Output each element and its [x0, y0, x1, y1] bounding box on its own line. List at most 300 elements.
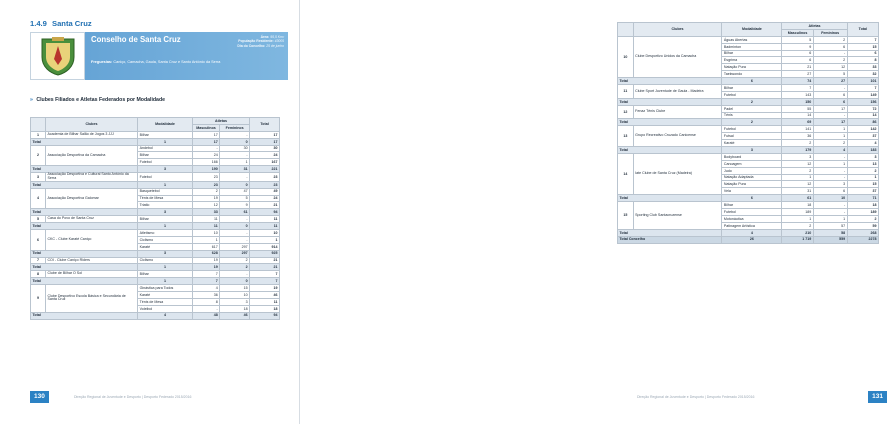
club-total-modalidades: 1 — [138, 264, 193, 271]
total-cell: 11 — [250, 216, 280, 223]
club-total-label: Total — [618, 78, 722, 85]
modalidade-cell: Ciclismo — [138, 257, 193, 264]
club-total-label: Total — [31, 209, 138, 216]
club-name: COI - Clube Caniço Riders — [45, 257, 137, 264]
col-clubes: Clubes — [633, 23, 722, 37]
table-row — [618, 85, 879, 92]
club-total-label: Total — [31, 278, 138, 285]
masculinos-cell: 7 — [782, 85, 813, 92]
femininos-cell: - — [220, 271, 250, 278]
table-row — [31, 173, 280, 182]
club-name: Fenaz Ténis Clube — [633, 105, 722, 119]
col-clubes: Clubes — [45, 118, 137, 132]
club-total-label: Total — [618, 147, 722, 154]
col-atletas: Atletas — [192, 118, 249, 125]
club-total-row — [618, 98, 879, 105]
club-total-total: 156 — [847, 98, 878, 105]
masculinos-cell: 1 — [192, 236, 219, 243]
modalidade-cell: Karaté — [138, 243, 193, 250]
coat-of-arms-icon — [30, 32, 85, 80]
club-number: 9 — [31, 285, 46, 313]
col-masculinos: Masculinos — [192, 124, 219, 131]
club-total-label: Total — [31, 223, 138, 230]
club-total-row — [618, 147, 879, 154]
modalidade-cell: Motonáutica — [722, 215, 782, 222]
masculinos-cell: 23 — [192, 173, 219, 182]
modalidade-cell: Bilhar — [138, 216, 193, 223]
modalidade-cell: Patinagem Artística — [722, 222, 782, 229]
club-total-masculinos: 150 — [782, 98, 813, 105]
table-row — [618, 105, 879, 112]
club-total-femininos: 27 — [813, 78, 847, 85]
club-total-modalidades: 4 — [722, 229, 782, 236]
section-name: Santa Cruz — [52, 19, 92, 28]
club-total-total: 17 — [250, 138, 280, 145]
masculinos-cell: 27 — [782, 71, 813, 78]
clubs-table-right — [617, 22, 879, 244]
femininos-cell: 2 — [220, 257, 250, 264]
club-total-masculinos: 11 — [192, 223, 219, 230]
total-cell: 72 — [847, 105, 878, 112]
club-total-label: Total — [31, 138, 138, 145]
total-cell: 18 — [250, 305, 280, 312]
club-total-femininos: 17 — [813, 119, 847, 126]
modalidade-cell: Triatlo — [138, 202, 193, 209]
grand-total-masculinos: 1 719 — [782, 236, 813, 243]
masculinos-cell: - — [192, 305, 219, 312]
femininos-cell: 57 — [813, 222, 847, 229]
femininos-cell: - — [220, 152, 250, 159]
masculinos-cell: 31 — [782, 188, 813, 195]
club-total-modalidades: 1 — [138, 181, 193, 188]
club-total-modalidades: 1 — [138, 138, 193, 145]
total-cell: 24 — [250, 152, 280, 159]
femininos-cell: 3 — [813, 181, 847, 188]
femininos-cell: 12 — [813, 64, 847, 71]
club-name: Grupo Recreativo Cruzado Canicense — [633, 126, 722, 147]
club-total-masculinos: 628 — [192, 250, 219, 257]
modalidade-cell: Bilhar — [138, 131, 193, 138]
club-total-modalidades: 3 — [722, 147, 782, 154]
club-total-modalidades: 1 — [138, 223, 193, 230]
club-name: Sporting Club Santacruzense — [633, 202, 722, 230]
club-name: Clube Sport Juventude de Gaula - Madeira — [633, 85, 722, 99]
club-total-total: 7 — [250, 278, 280, 285]
masculinos-cell: 21 — [782, 64, 813, 71]
femininos-cell: 1 — [813, 215, 847, 222]
modalidade-cell: Natação Adaptada — [722, 174, 782, 181]
femininos-cell: 1 — [813, 160, 847, 167]
club-total-total: 21 — [250, 264, 280, 271]
grand-total-label: Total Concelho — [618, 236, 722, 243]
club-name: Iate Clube de Santa Cruz (Madeira) — [633, 153, 722, 194]
modalidade-cell: Bilhar — [722, 202, 782, 209]
modalidade-cell: Futebol — [722, 126, 782, 133]
total-cell: 23 — [250, 173, 280, 182]
club-total-row — [31, 278, 280, 285]
masculinos-cell: 166 — [192, 159, 219, 166]
total-cell: 149 — [847, 91, 878, 98]
club-total-masculinos: 61 — [782, 195, 813, 202]
club-total-modalidades: 4 — [138, 312, 193, 319]
table-row — [31, 271, 280, 278]
club-total-modalidades: 2 — [722, 98, 782, 105]
total-cell: 10 — [250, 229, 280, 236]
club-total-label: Total — [31, 250, 138, 257]
club-total-total: 221 — [250, 166, 280, 173]
section-number: 1.4.9 — [30, 19, 47, 28]
femininos-cell: - — [813, 202, 847, 209]
table-row — [618, 36, 879, 43]
table-row — [31, 145, 280, 152]
masculinos-cell: 6 — [782, 50, 813, 57]
table-subtitle: » Clubes Filiados e Atletas Federados por Modalidade — [30, 97, 165, 103]
club-total-total: 71 — [847, 195, 878, 202]
club-name: Clube Desportivo Unidos da Camacha — [633, 36, 722, 77]
total-cell: 19 — [250, 285, 280, 292]
total-cell: 7 — [847, 36, 878, 43]
club-total-row — [31, 250, 280, 257]
femininos-cell: 1 — [813, 133, 847, 140]
club-total-label: Total — [618, 195, 722, 202]
club-total-total: 23 — [250, 181, 280, 188]
modalidade-cell: Taekwondo — [722, 71, 782, 78]
femininos-cell: 5 — [813, 71, 847, 78]
table-row — [31, 131, 280, 138]
masculinos-cell: 189 — [782, 209, 813, 216]
club-total-total: 94 — [250, 312, 280, 319]
banner-freguesias: Freguesias: Caniço, Camacha, Gaula, Santa Cruz e Santo António da Serra — [91, 60, 221, 64]
page-number: 131 — [868, 391, 887, 403]
masculinos-cell: 4 — [192, 285, 219, 292]
col-femininos: Femininos — [813, 29, 847, 36]
club-number: 8 — [31, 271, 46, 278]
club-number: 15 — [618, 202, 634, 230]
femininos-cell: - — [813, 112, 847, 119]
club-total-row — [618, 78, 879, 85]
total-cell: 8 — [847, 57, 878, 64]
club-total-masculinos: 74 — [782, 78, 813, 85]
femininos-cell: 2 — [813, 140, 847, 147]
club-total-masculinos: 69 — [782, 119, 813, 126]
modalidade-cell: Bodyboard — [722, 153, 782, 160]
club-total-femininos: 2 — [220, 264, 250, 271]
femininos-cell: 6 — [813, 188, 847, 195]
club-total-label: Total — [31, 181, 138, 188]
femininos-cell: 1 — [220, 159, 250, 166]
total-cell: 15 — [847, 43, 878, 50]
modalidade-cell: Natação Pura — [722, 64, 782, 71]
modalidade-cell: Futebol — [722, 91, 782, 98]
club-name: Associação Desportiva e Cultural Santo António da Serra — [45, 173, 137, 182]
femininos-cell: 5 — [220, 195, 250, 202]
femininos-cell: 3 — [220, 298, 250, 305]
total-cell: 33 — [847, 64, 878, 71]
municipality-banner — [30, 32, 288, 80]
grand-total-modalidades: 26 — [722, 236, 782, 243]
club-total-total: 86 — [847, 119, 878, 126]
masculinos-cell: 19 — [192, 257, 219, 264]
total-cell: 1 — [250, 236, 280, 243]
club-number: 12 — [618, 105, 634, 119]
club-total-femininos: 4 — [813, 147, 847, 154]
femininos-cell: - — [220, 216, 250, 223]
club-total-label: Total — [618, 98, 722, 105]
masculinos-cell: 8 — [192, 298, 219, 305]
club-total-row — [31, 312, 280, 319]
masculinos-cell: 11 — [192, 216, 219, 223]
modalidade-cell: Ténis de Mesa — [138, 298, 193, 305]
club-total-total: 11 — [250, 223, 280, 230]
modalidade-cell: Karaté — [722, 140, 782, 147]
total-cell: 30 — [250, 145, 280, 152]
femininos-cell: - — [813, 153, 847, 160]
club-total-femininos: 0 — [220, 223, 250, 230]
club-total-row — [31, 181, 280, 188]
masculinos-cell: 24 — [192, 152, 219, 159]
club-number: 1 — [31, 131, 46, 138]
modalidade-cell: Esgrima — [722, 57, 782, 64]
club-total-femininos: 31 — [220, 166, 250, 173]
masculinos-cell: 9 — [782, 43, 813, 50]
club-number: 7 — [31, 257, 46, 264]
page-number: 130 — [30, 391, 49, 403]
femininos-cell: - — [813, 85, 847, 92]
femininos-cell: - — [813, 50, 847, 57]
masculinos-cell: 1 — [782, 215, 813, 222]
femininos-cell: - — [220, 131, 250, 138]
footer-left — [30, 391, 300, 403]
clubs-left-body — [31, 131, 280, 319]
club-total-masculinos: 210 — [782, 229, 813, 236]
club-name: Clube de Bilhar O Sol — [45, 271, 137, 278]
femininos-cell: 2 — [813, 36, 847, 43]
clubs-table-left — [30, 117, 280, 320]
masculinos-cell: 19 — [192, 195, 219, 202]
masculinos-cell: 2 — [192, 188, 219, 195]
modalidade-cell: Bilhar — [722, 50, 782, 57]
club-total-femininos: 0 — [220, 181, 250, 188]
masculinos-cell: 14 — [782, 112, 813, 119]
club-total-row — [618, 195, 879, 202]
masculinos-cell: 1 — [782, 174, 813, 181]
club-total-total: 94 — [250, 209, 280, 216]
modalidade-cell: Ténis — [722, 112, 782, 119]
club-number: 6 — [31, 229, 46, 250]
section-title — [30, 19, 92, 28]
femininos-cell: 1 — [813, 126, 847, 133]
masculinos-cell: 55 — [782, 105, 813, 112]
club-number: 5 — [31, 216, 46, 223]
femininos-cell: 10 — [220, 291, 250, 298]
total-cell: 37 — [847, 133, 878, 140]
total-cell: 7 — [847, 85, 878, 92]
modalidade-cell: Andebol — [138, 145, 193, 152]
club-total-masculinos: 19 — [192, 264, 219, 271]
masculinos-cell: 6 — [782, 57, 813, 64]
club-total-modalidades: 6 — [722, 195, 782, 202]
left-page — [0, 0, 300, 424]
modalidade-cell: Águas Abertas — [722, 36, 782, 43]
femininos-cell: 18 — [220, 305, 250, 312]
club-total-masculinos: 33 — [192, 209, 219, 216]
club-total-label: Total — [31, 166, 138, 173]
total-cell: 6 — [847, 50, 878, 57]
masculinos-cell: 10 — [192, 229, 219, 236]
modalidade-cell: Bilhar — [722, 85, 782, 92]
total-cell: 32 — [847, 71, 878, 78]
total-cell: 18 — [847, 202, 878, 209]
club-total-row — [31, 223, 280, 230]
club-total-total: 101 — [847, 78, 878, 85]
club-total-label: Total — [618, 229, 722, 236]
club-total-femininos: 46 — [220, 312, 250, 319]
club-total-row — [618, 119, 879, 126]
club-total-femininos: 10 — [813, 195, 847, 202]
femininos-cell: 30 — [220, 145, 250, 152]
modalidade-cell: Voleibol — [138, 305, 193, 312]
femininos-cell: - — [813, 209, 847, 216]
masculinos-cell: 12 — [782, 160, 813, 167]
clubs-right-body — [618, 36, 879, 236]
banner-stats: Área: 95,5 Km² População Residente: 43005 Dia do Concelho: 25 de junho — [237, 35, 284, 48]
grand-total-total: 2278 — [847, 236, 878, 243]
club-number: 14 — [618, 153, 634, 194]
total-cell: 2 — [847, 167, 878, 174]
femininos-cell: - — [813, 167, 847, 174]
modalidade-cell: Ténis de Mesa — [138, 195, 193, 202]
club-total-row — [31, 209, 280, 216]
club-name: Casa do Povo de Santa Cruz — [45, 216, 137, 223]
modalidade-cell: Futsal — [722, 133, 782, 140]
club-total-masculinos: 23 — [192, 181, 219, 188]
club-total-femininos: 61 — [220, 209, 250, 216]
club-total-label: Total — [31, 312, 138, 319]
club-total-femininos: 0 — [220, 138, 250, 145]
club-number: 10 — [618, 36, 634, 77]
club-name: CKC - Clube Karaté Caniço — [45, 229, 137, 250]
masculinos-cell: 2 — [782, 222, 813, 229]
femininos-cell: 6 — [813, 43, 847, 50]
masculinos-cell: - — [192, 145, 219, 152]
club-total-masculinos: 48 — [192, 312, 219, 319]
club-number: 11 — [618, 85, 634, 99]
masculinos-cell: 2 — [782, 140, 813, 147]
total-cell: 914 — [250, 243, 280, 250]
club-total-femininos: 58 — [813, 229, 847, 236]
club-total-row — [618, 229, 879, 236]
femininos-cell: - — [220, 173, 250, 182]
club-total-total: 925 — [250, 250, 280, 257]
col-total: Total — [847, 23, 878, 37]
modalidade-cell: Natação Pura — [722, 181, 782, 188]
femininos-cell: - — [813, 174, 847, 181]
modalidade-cell: Futebol — [722, 209, 782, 216]
masculinos-cell: 12 — [192, 202, 219, 209]
modalidade-cell: Futebol — [138, 159, 193, 166]
modalidade-cell: Badminton — [722, 43, 782, 50]
col-masculinos: Masculinos — [782, 29, 813, 36]
total-cell: 21 — [250, 257, 280, 264]
table-row — [31, 229, 280, 236]
table-row — [31, 188, 280, 195]
total-cell: 167 — [250, 159, 280, 166]
club-total-row — [31, 264, 280, 271]
femininos-cell: 15 — [220, 285, 250, 292]
table-row — [31, 285, 280, 292]
club-total-masculinos: 179 — [782, 147, 813, 154]
club-total-label: Total — [31, 264, 138, 271]
banner-title: Conselho de Santa Cruz — [91, 35, 181, 44]
club-total-femininos: 6 — [813, 98, 847, 105]
femininos-cell: 6 — [813, 91, 847, 98]
club-name: Academia de Bilhar Salão de Jogos 3 JJJ — [45, 131, 137, 138]
masculinos-cell: 5 — [782, 36, 813, 43]
club-total-modalidades: 1 — [138, 278, 193, 285]
total-cell: 49 — [250, 188, 280, 195]
total-cell: 21 — [250, 202, 280, 209]
total-cell: 11 — [250, 298, 280, 305]
modalidade-cell: Futebol — [138, 173, 193, 182]
masculinos-cell: 36 — [782, 133, 813, 140]
total-cell: 17 — [250, 131, 280, 138]
club-total-modalidades: 3 — [138, 209, 193, 216]
femininos-cell: 47 — [220, 188, 250, 195]
total-cell: 4 — [847, 140, 878, 147]
total-cell: 15 — [847, 181, 878, 188]
total-cell: 13 — [847, 160, 878, 167]
club-total-modalidades: 3 — [138, 166, 193, 173]
masculinos-cell: 143 — [782, 91, 813, 98]
modalidade-cell: Atletismo — [138, 229, 193, 236]
club-name: Associação Desportiva Galomar — [45, 188, 137, 209]
right-page — [300, 0, 883, 424]
club-number: 3 — [31, 173, 46, 182]
total-cell: 3 — [847, 153, 878, 160]
total-cell: 24 — [250, 195, 280, 202]
col-total: Total — [250, 118, 280, 132]
total-cell: 142 — [847, 126, 878, 133]
femininos-cell: 297 — [220, 243, 250, 250]
footer-text: Direção Regional de Juventude e Desporto | Desporto Federado 2015/2016 — [74, 395, 192, 399]
club-name: Clube Desportivo Escola Básica e Secundária de Santa Cruz — [45, 285, 137, 313]
club-total-total: 183 — [847, 147, 878, 154]
col-atletas: Atletas — [782, 23, 847, 30]
club-total-modalidades: 2 — [722, 119, 782, 126]
club-total-femininos: 297 — [220, 250, 250, 257]
femininos-cell: 2 — [813, 57, 847, 64]
modalidade-cell: Judo — [722, 167, 782, 174]
total-cell: 2 — [847, 215, 878, 222]
club-total-row — [31, 138, 280, 145]
club-total-modalidades: 6 — [722, 78, 782, 85]
masculinos-cell: 3 — [782, 153, 813, 160]
club-total-total: 268 — [847, 229, 878, 236]
modalidade-cell: Vela — [722, 188, 782, 195]
modalidade-cell: Bilhar — [138, 271, 193, 278]
footer-right — [617, 391, 887, 403]
total-cell: 14 — [847, 112, 878, 119]
total-cell: 37 — [847, 188, 878, 195]
femininos-cell: 9 — [220, 202, 250, 209]
masculinos-cell: 7 — [192, 271, 219, 278]
total-cell: 1 — [847, 174, 878, 181]
masculinos-cell: 2 — [782, 167, 813, 174]
masculinos-cell: 141 — [782, 126, 813, 133]
modalidade-cell: Canoagem — [722, 160, 782, 167]
club-total-label: Total — [618, 119, 722, 126]
col-modalidade: Modalidade — [138, 118, 193, 132]
